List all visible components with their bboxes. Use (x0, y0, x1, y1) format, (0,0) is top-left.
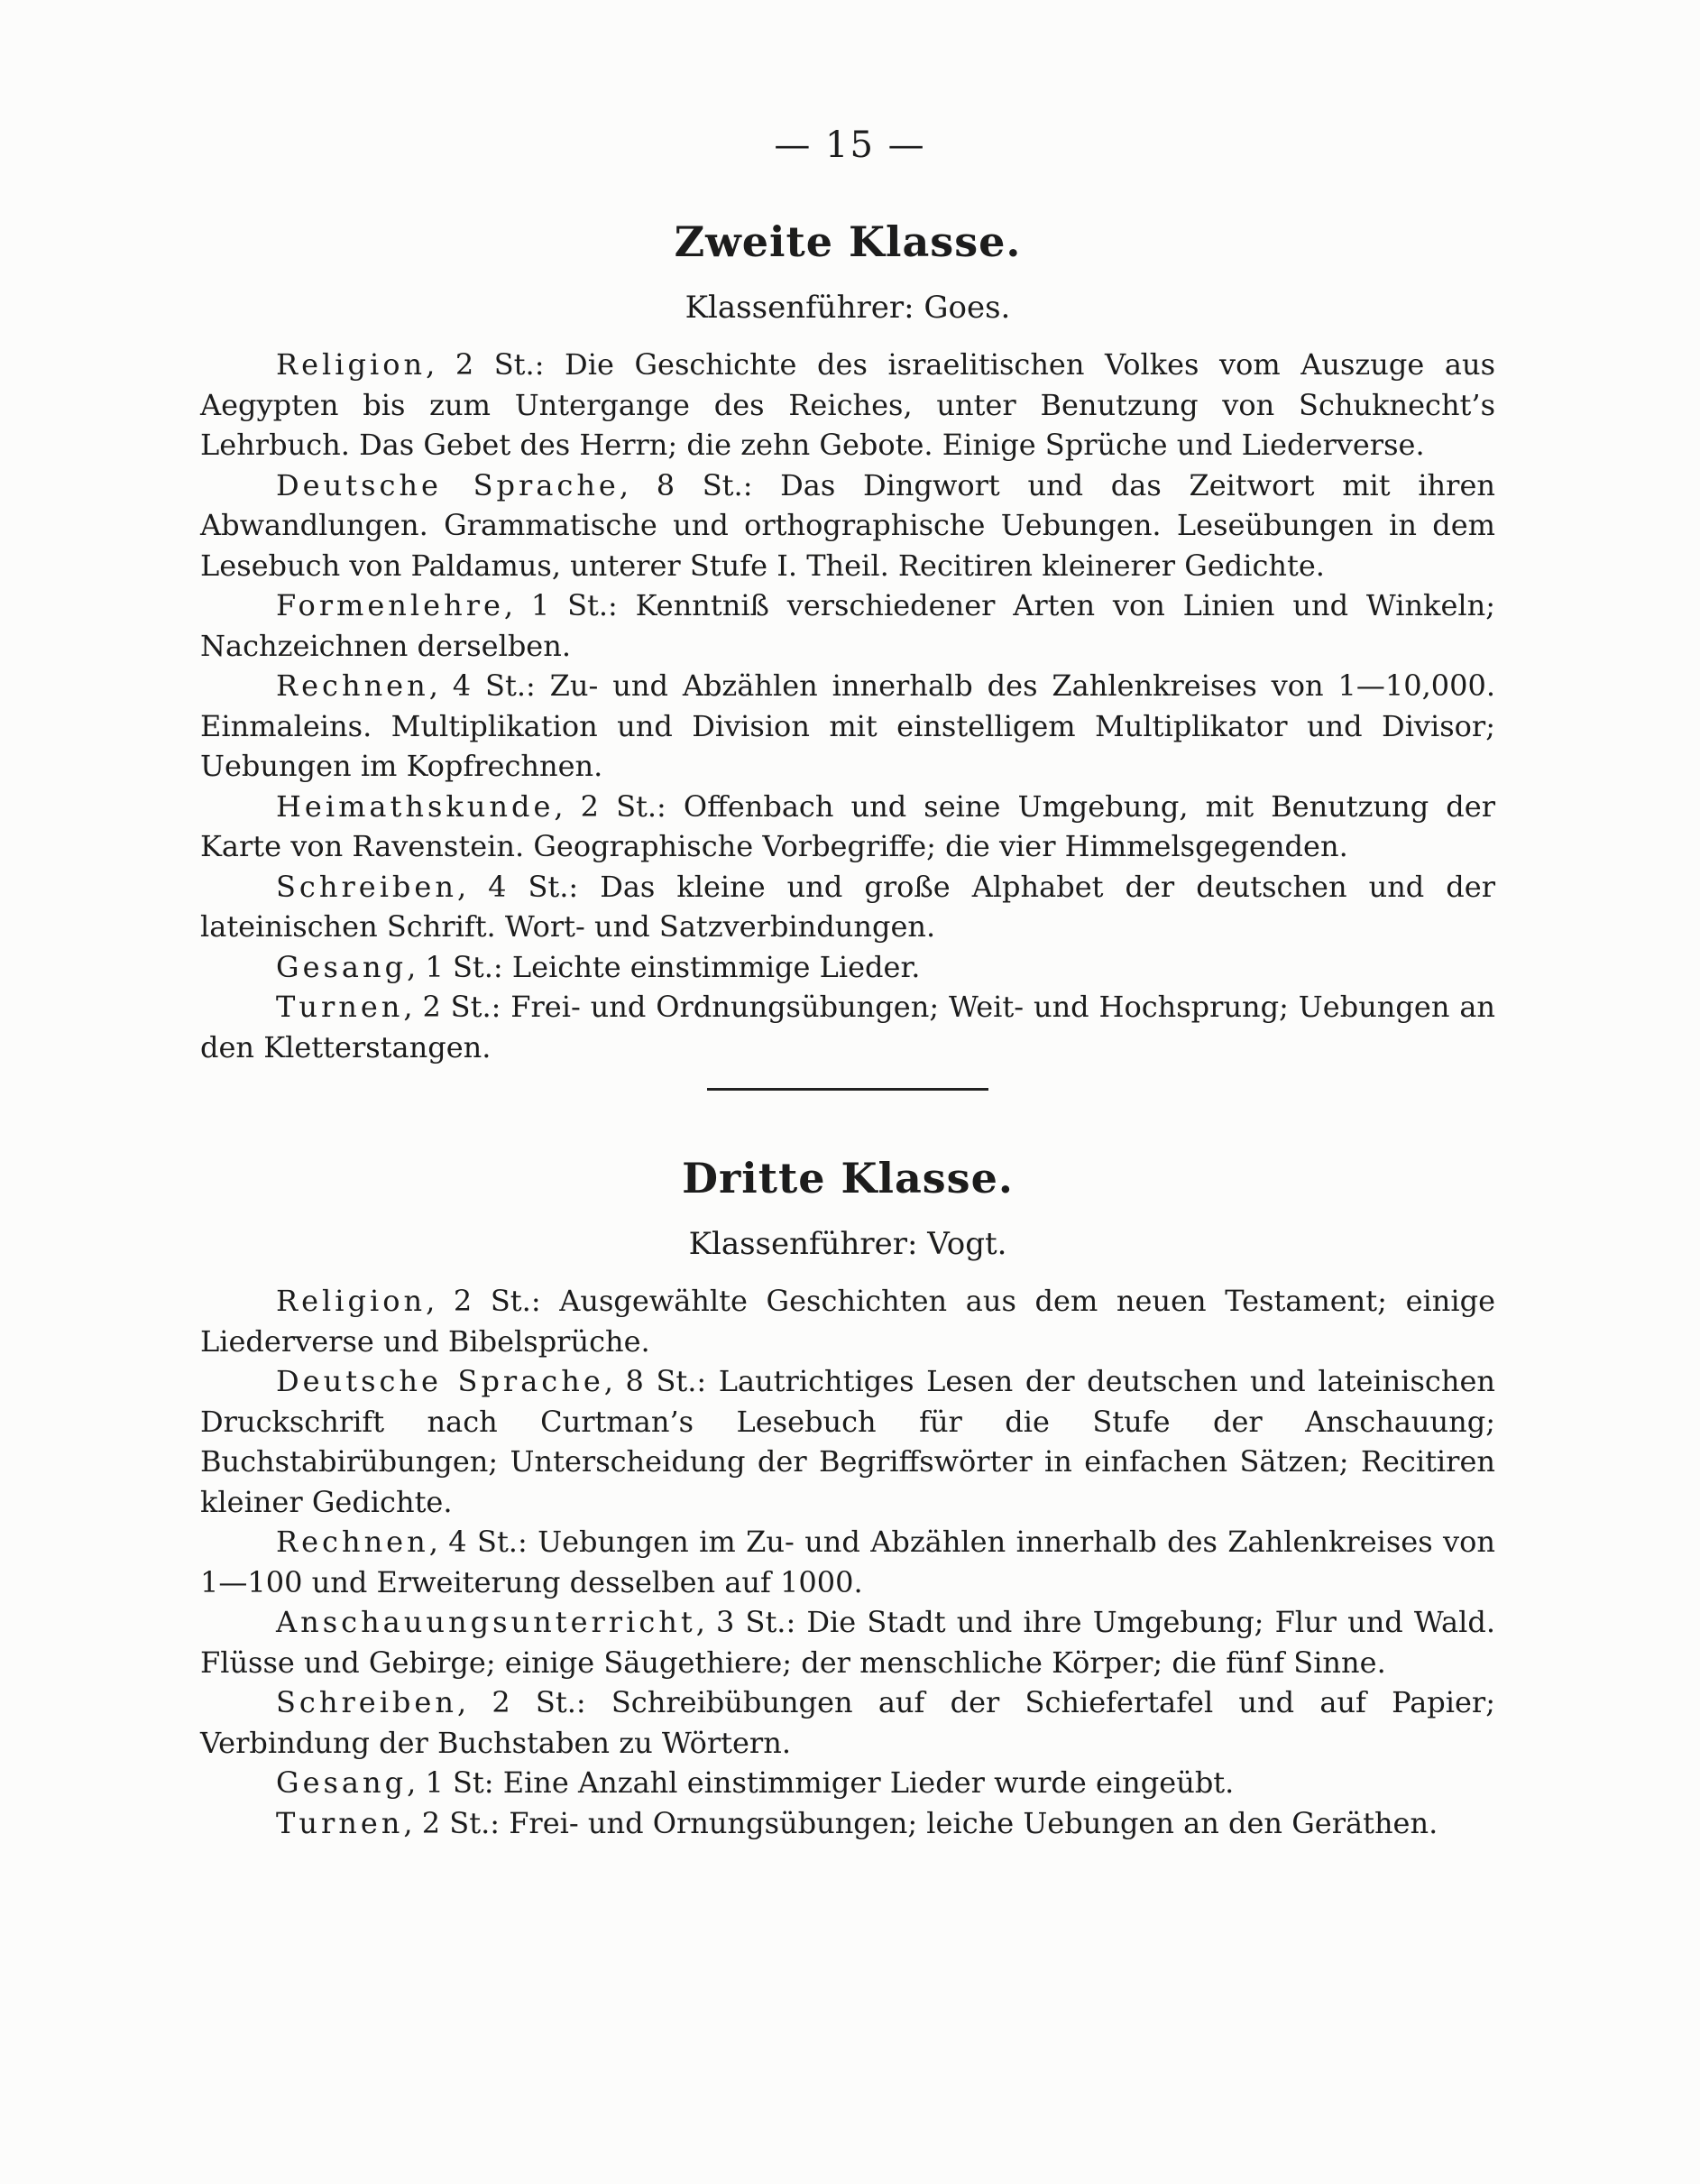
subject-name: Gesang (276, 1765, 408, 1800)
section-zweite-klasse (200, 215, 1495, 1067)
subject-entry-gesang (200, 947, 1495, 988)
subject-entry-schreiben (200, 1682, 1495, 1763)
subject-name: Schreiben (276, 1685, 457, 1719)
subject-description: , 2 St.: Frei- und Ordnungsübungen; Weit- und Hochsprung; Uebungen an den Kletterstangen. (200, 990, 1495, 1064)
subject-description: , 2 St.: Offenbach und seine Umgebung, mit Benutzung der Karte von Ravenstein. Geographische Vorbegriffe; die vier Himmelsgegenden. (200, 788, 1495, 863)
subject-entry-heimathskunde (200, 787, 1495, 867)
subject-name: Heimathskunde (276, 788, 555, 824)
subject-description: , 8 St.: Das Dingwort und das Zeitwort mit ihren Abwandlungen. Grammatische und orthographische Uebungen. Leseübungen in dem Lesebuch von Paldamus, unterer Stufe I. Theil. Recitiren kleinerer Gedichte. (200, 467, 1496, 583)
section-heading: Zweite Klasse. (674, 217, 1022, 266)
subject-entry-deutsche-sprache (200, 465, 1495, 586)
subject-name: Deutsche Sprache (276, 467, 620, 502)
subject-entry-turnen (200, 1803, 1495, 1844)
subject-entry-rechnen (200, 666, 1495, 787)
class-teacher-line: Klassenführer: Goes. (685, 290, 1011, 326)
subject-description: , 4 St.: Zu- und Abzählen innerhalb des Zahlenkreises von 1—10,000. Einmaleins. Multiplikation und Division mit einstelligem Multiplikator und Divisor; Uebungen im Kopfrechnen. (200, 668, 1495, 783)
subject-entry-religion (200, 1281, 1495, 1361)
class-teacher-line: Klassenführer: Vogt. (688, 1226, 1007, 1262)
subject-description: , 8 St.: Lautrichtiges Lesen der deutschen und lateinischen Druckschrift nach Curtman’s Lesebuch für die Stufe der Anschauung; Buchstabirübungen; Unterscheidung der Begriffswörter in einfachen Sätzen; Recitiren kleiner Gedichte. (200, 1364, 1496, 1519)
subject-description: , 2 St.: Frei- und Ornungsübungen; leiche Uebungen an den Geräthen. (403, 1805, 1438, 1840)
subject-name: Turnen (276, 990, 404, 1024)
subject-description: , 2 St.: Die Geschichte des israelitischen Volkes vom Auszuge aus Aegypten bis zum Untergange des Reiches, unter Benutzung von Schuknecht’s Lehrbuch. Das Gebet des Herrn; die zehn Gebote. Einige Sprüche und Liederverse. (200, 347, 1495, 462)
subject-entry-deutsche-sprache (200, 1361, 1495, 1522)
subject-name: Formenlehre (276, 588, 504, 622)
subject-description: , 4 St.: Das kleine und große Alphabet der deutschen und der lateinischen Schrift. Wort- und Satzverbindungen. (200, 869, 1495, 944)
subject-name: Rechnen (276, 1525, 429, 1559)
subject-description: , 1 St.: Leichte einstimmige Lieder. (407, 949, 921, 984)
subject-entry-formenlehre (200, 585, 1495, 666)
subject-entry-gesang (200, 1763, 1495, 1803)
subject-name: Schreiben (276, 869, 457, 904)
subject-name: Religion (276, 1284, 427, 1318)
subject-name: Religion (276, 347, 427, 382)
subject-name: Turnen (276, 1805, 404, 1840)
subject-description: , 2 St.: Schreibübungen auf der Schiefertafel und auf Papier; Verbindung der Buchstaben zu Wörtern. (200, 1685, 1495, 1760)
subject-entry-turnen (200, 987, 1495, 1067)
subject-entry-anschauungsunterricht (200, 1602, 1495, 1682)
subject-name: Rechnen (276, 668, 429, 703)
subject-entry-religion (200, 345, 1495, 465)
page-number: — 15 — (774, 124, 926, 166)
subject-description: , 4 St.: Uebungen im Zu- und Abzählen innerhalb des Zahlenkreises von 1—100 und Erweiterung desselben auf 1000. (200, 1525, 1495, 1599)
subject-name: Deutsche Sprache (276, 1364, 604, 1398)
subject-entry-rechnen (200, 1522, 1495, 1602)
subject-description: , 2 St.: Ausgewählte Geschichten aus dem neuen Testament; einige Liederverse und Bibelsprüche. (200, 1284, 1495, 1359)
subject-description: , 1 St.: Kenntniß verschiedener Arten von Linien und Winkeln; Nachzeichnen derselben. (200, 588, 1495, 663)
section-heading: Dritte Klasse. (682, 1154, 1014, 1203)
section-dritte-klasse (200, 1151, 1495, 1843)
subject-description: , 1 St: Eine Anzahl einstimmiger Lieder wurde eingeübt. (407, 1765, 1235, 1800)
section-divider (707, 1088, 988, 1091)
subject-entry-schreiben (200, 867, 1495, 947)
subject-name: Gesang (276, 949, 408, 984)
subject-description: , 3 St.: Die Stadt und ihre Umgebung; Flur und Wald. Flüsse und Gebirge; einige Säugethiere; der menschliche Körper; die fünf Sinne. (200, 1605, 1495, 1680)
subject-name: Anschauungsunterricht (276, 1605, 696, 1639)
